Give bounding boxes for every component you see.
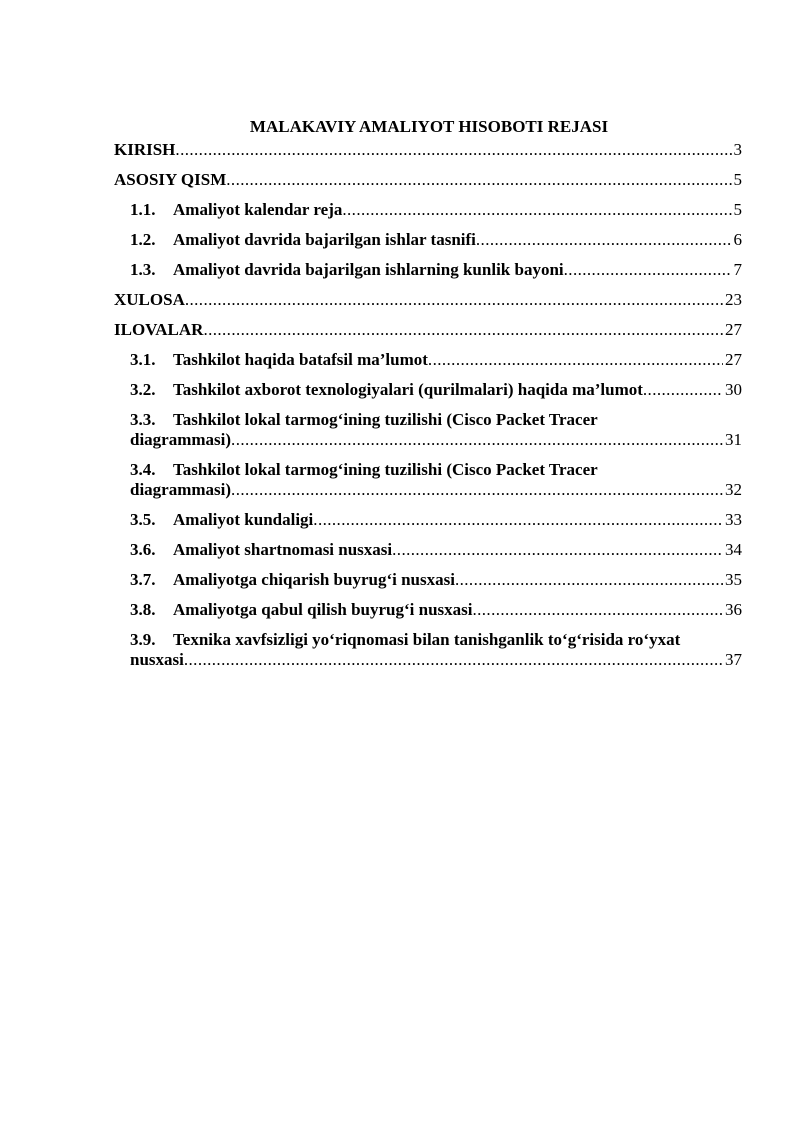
toc-page-number: 27	[725, 320, 742, 339]
toc-entry-label: Amaliyot davrida bajarilgan ishlar tasnifi	[173, 230, 476, 249]
toc-entry-kirish[interactable]	[114, 140, 742, 160]
toc-leader-dots	[476, 230, 732, 250]
toc-page-number: 5	[733, 170, 742, 189]
toc-entry-3-2[interactable]	[114, 380, 742, 400]
toc-entry-number: 3.5.	[130, 510, 156, 529]
toc-page-number: 27	[725, 350, 742, 369]
toc-leader-dots	[203, 320, 723, 340]
toc-entry-number: 3.4.	[130, 460, 156, 479]
toc-leader-dots	[175, 140, 731, 160]
toc-entry-number: 1.3.	[130, 260, 156, 279]
toc-entry-3-1[interactable]	[114, 350, 742, 370]
toc-entry-label: KIRISH	[114, 140, 176, 159]
toc-page-number: 35	[725, 570, 742, 589]
toc-page-number: 32	[725, 480, 742, 499]
toc-entry-3-4[interactable]	[114, 460, 742, 500]
table-of-contents	[114, 140, 742, 680]
toc-entry-number: 3.2.	[130, 380, 156, 399]
toc-leader-dots	[231, 480, 723, 500]
toc-entry-label-line2: diagrammasi)	[130, 480, 232, 499]
toc-entry-label: Amaliyot davrida bajarilgan ishlarning kunlik bayoni	[173, 260, 564, 279]
toc-entry-number: 1.1.	[130, 200, 156, 219]
toc-entry-3-6[interactable]	[114, 540, 742, 560]
toc-entry-1-3[interactable]	[114, 260, 742, 280]
toc-leader-dots	[184, 650, 723, 670]
toc-entry-label: Tashkilot haqida batafsil ma’lumot	[173, 350, 428, 369]
toc-page-number: 31	[725, 430, 742, 449]
toc-page-number: 5	[733, 200, 742, 219]
toc-entry-1-2[interactable]	[114, 230, 742, 250]
toc-entry-label: Tashkilot axborot texnologiyalari (qurilmalari) haqida ma’lumot	[173, 380, 643, 399]
toc-page-number: 36	[725, 600, 742, 619]
toc-entry-3-7[interactable]	[114, 570, 742, 590]
toc-entry-3-8[interactable]	[114, 600, 742, 620]
toc-page-number: 37	[725, 650, 742, 669]
toc-page-number: 23	[725, 290, 742, 309]
toc-entry-label: Amaliyot kundaligi	[173, 510, 314, 529]
toc-entry-3-9[interactable]	[114, 630, 742, 670]
toc-entry-number: 3.3.	[130, 410, 156, 429]
toc-entry-1-1[interactable]	[114, 200, 742, 220]
toc-entry-number: 3.9.	[130, 630, 156, 649]
toc-page-number: 3	[733, 140, 742, 159]
toc-entry-label: Amaliyotga qabul qilish buyrug‘i nusxasi	[173, 600, 473, 619]
toc-leader-dots	[185, 290, 723, 310]
toc-entry-number: 3.7.	[130, 570, 156, 589]
toc-page-number: 30	[725, 380, 742, 399]
toc-entry-label-line2: diagrammasi)	[130, 430, 232, 449]
toc-entry-number: 3.6.	[130, 540, 156, 559]
toc-entry-number: 1.2.	[130, 230, 156, 249]
toc-page-number: 33	[725, 510, 742, 529]
toc-leader-dots	[643, 380, 723, 400]
document-title: MALAKAVIY AMALIYOT HISOBOTI REJASI	[249, 117, 609, 136]
toc-leader-dots	[226, 170, 731, 190]
toc-entry-ilovalar[interactable]	[114, 320, 742, 340]
toc-leader-dots	[342, 200, 731, 220]
toc-leader-dots	[455, 570, 723, 590]
toc-entry-number: 3.1.	[130, 350, 156, 369]
toc-entry-label: Amaliyot shartnomasi nusxasi	[173, 540, 393, 559]
toc-entry-label: ILOVALAR	[114, 320, 204, 339]
toc-leader-dots	[472, 600, 723, 620]
toc-leader-dots	[392, 540, 723, 560]
toc-entry-label-line1: Texnika xavfsizligi yo‘riqnomasi bilan tanishganlik to‘g‘risida ro‘yxat	[173, 630, 681, 649]
toc-entry-label-line2: nusxasi	[130, 650, 184, 669]
toc-entry-label: XULOSA	[114, 290, 185, 309]
toc-entry-label: ASOSIY QISM	[114, 170, 227, 189]
toc-entry-label: Amaliyot kalendar reja	[173, 200, 343, 219]
toc-entry-label-line1: Tashkilot lokal tarmog‘ining tuzilishi (Cisco Packet Tracer	[173, 460, 598, 479]
toc-entry-3-3[interactable]	[114, 410, 742, 450]
toc-leader-dots	[231, 430, 723, 450]
toc-entry-asosiy-qism[interactable]	[114, 170, 742, 190]
toc-page-number: 6	[733, 230, 742, 249]
toc-leader-dots	[564, 260, 732, 280]
toc-page-number: 7	[733, 260, 742, 279]
toc-leader-dots	[428, 350, 723, 370]
toc-page-number: 34	[725, 540, 742, 559]
toc-entry-xulosa[interactable]	[114, 290, 742, 310]
toc-entry-label-line1: Tashkilot lokal tarmog‘ining tuzilishi (Cisco Packet Tracer	[173, 410, 598, 429]
toc-entry-label: Amaliyotga chiqarish buyrug‘i nusxasi	[173, 570, 455, 589]
toc-leader-dots	[313, 510, 723, 530]
toc-entry-number: 3.8.	[130, 600, 156, 619]
toc-entry-3-5[interactable]	[114, 510, 742, 530]
